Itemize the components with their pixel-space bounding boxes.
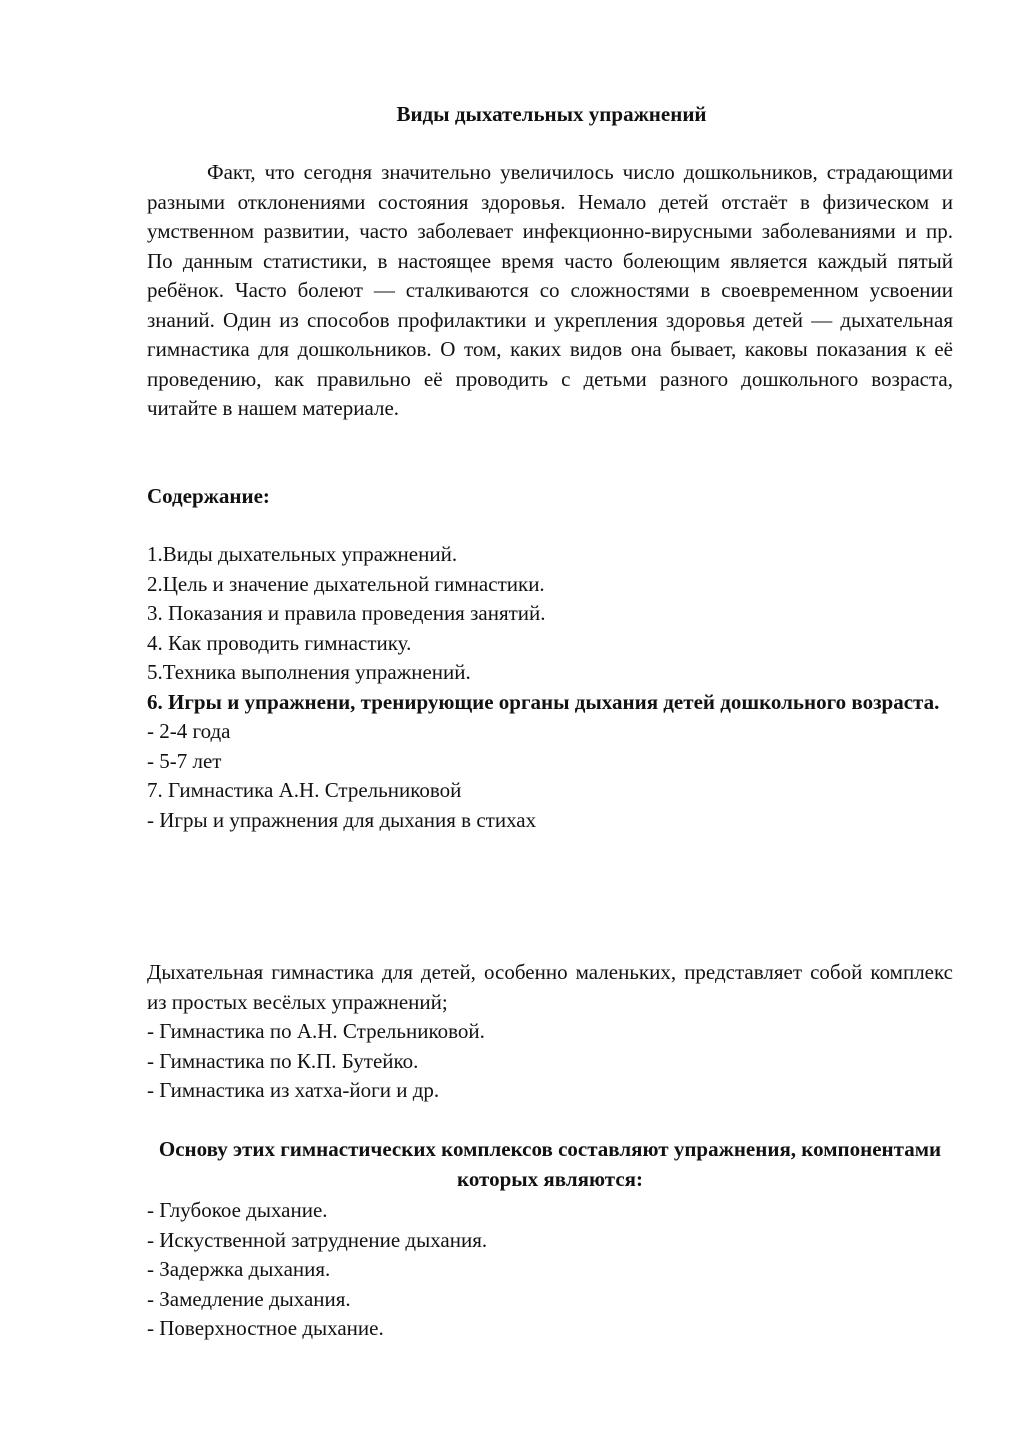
toc-item: 4. Как проводить гимнастику. [147, 630, 412, 655]
table-of-contents [147, 540, 953, 835]
toc-item: 3. Показания и правила проведения занятий. [147, 601, 546, 625]
components-list [147, 1196, 953, 1344]
toc-item: - 2-4 года [147, 719, 231, 743]
list-item: - Искуственной затруднение дыхания. [147, 1227, 488, 1252]
list-item: - Гимнастика из хатха-йоги и др. [147, 1078, 440, 1102]
contents-heading: Содержание: [147, 484, 270, 508]
gymnastics-list [147, 1017, 953, 1106]
document-title: Виды дыхательных упражнений [396, 102, 707, 126]
toc-item: - Игры и упражнения для дыхания в стихах [147, 807, 537, 832]
list-item: - Поверхностное дыхание. [147, 1316, 384, 1340]
list-item: - Гимнастика по К.П. Бутейко. [147, 1048, 419, 1073]
toc-item: 2.Цель и значение дыхательной гимнастики. [147, 571, 545, 596]
toc-item: 1.Виды дыхательных упражнений. [147, 542, 458, 566]
toc-item: - 5-7 лет [147, 748, 222, 773]
toc-item: 5.Техника выполнения упражнений. [147, 660, 471, 684]
toc-item: 7. Гимнастика А.Н. Стрельниковой [147, 778, 462, 802]
gymnastics-paragraph: Дыхательная гимнастика для детей, особенно маленьких, представляет собой комплекс из простых весёлых упражнений; [147, 960, 953, 1014]
intro-paragraph: Факт, что сегодня значительно увеличилось число дошкольников, страдающими разными отклонениями состояния здоровья. Немало детей отстаёт в физическом и умственном развитии, часто заболевает инфекционно-вирусными заболеваниями и пр. По данным статистики, в настоящее время часто болеющим является каждый пятый ребёнок. Часто болеют — сталкиваются со сложностями в своевременном усвоении знаний. Один из способов профилактики и укрепления здоровья детей — дыхательная гимнастика для дошкольников. О том, каких видов она бывает, каковы показания к её проведению, как правильно её проводить с детьми разного дошкольного возраста, читайте в нашем материале. [147, 160, 953, 420]
components-subheading: Основу этих гимнастических комплексов составляют упражнения, компонентами которых являются: [158, 1137, 942, 1191]
list-item: - Гимнастика по А.Н. Стрельниковой. [147, 1019, 485, 1043]
list-item: - Задержка дыхания. [147, 1257, 331, 1281]
list-item: - Глубокое дыхание. [147, 1198, 328, 1222]
list-item: - Замедление дыхания. [147, 1286, 351, 1311]
toc-item: 6. Игры и упражнени, тренирующие органы дыхания детей дошкольного возраста. [147, 689, 940, 714]
